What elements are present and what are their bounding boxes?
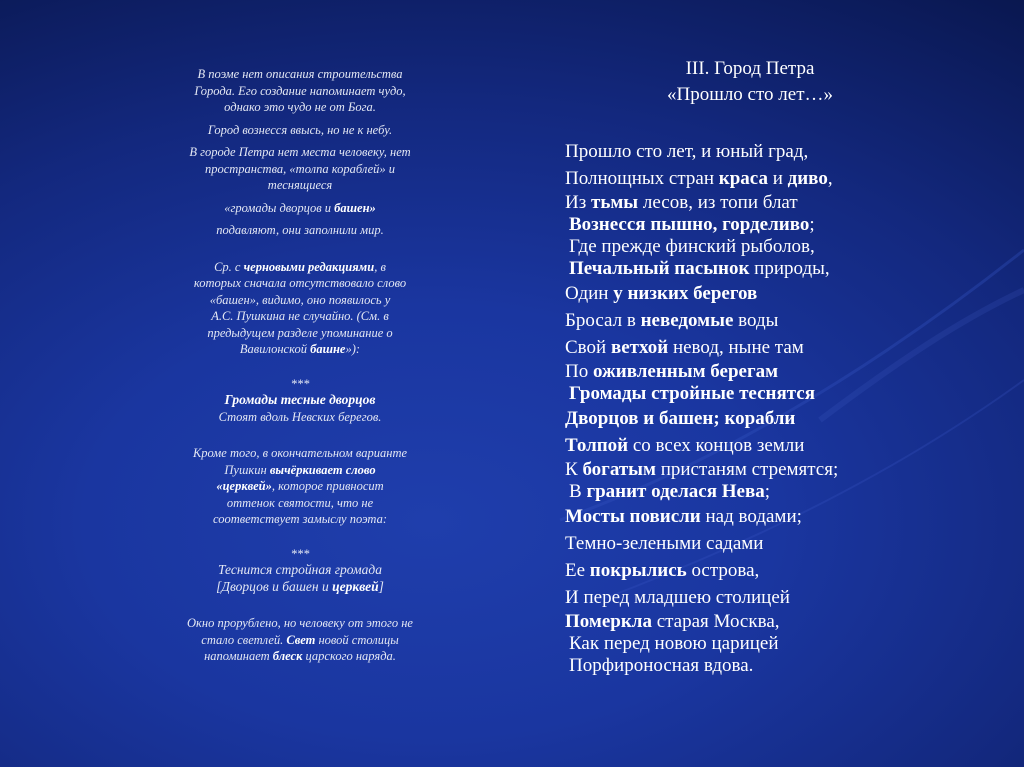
poem-text-span: К	[565, 459, 583, 480]
commentary-line: теснящиеся	[267, 178, 333, 192]
poem-line	[565, 258, 1005, 280]
commentary-line: Окно прорублено, но человеку от этого не	[187, 616, 413, 630]
commentary-line: Города. Его создание напоминает чудо,	[194, 83, 406, 98]
emphasis-text: башен»	[334, 200, 376, 215]
poem-text-span: природы,	[749, 258, 830, 279]
poem-emphasis: Громады стройные теснятся	[569, 383, 816, 404]
commentary-line: В городе Петра нет места человеку, нет	[189, 145, 411, 159]
commentary-column	[150, 66, 450, 665]
emphasis-text: церквей	[332, 578, 379, 594]
poem-text	[565, 138, 1005, 677]
poem-line: Темно-зелеными садами	[565, 533, 764, 554]
emphasis-text: блеск	[272, 649, 303, 663]
poem-emphasis: оживленным берегам	[592, 361, 779, 382]
quote-line: Теснится стройная громада	[218, 562, 382, 577]
poem-text-span: Из	[565, 192, 591, 213]
poem-text-span: и	[767, 168, 788, 189]
poem-text-span: над водами;	[700, 506, 802, 527]
commentary-text: , которое привносит	[271, 479, 384, 493]
commentary-text: ]	[378, 578, 384, 594]
poem-emphasis: Померкла	[565, 611, 652, 632]
poem-text-span: В	[569, 481, 587, 502]
poem-line	[565, 405, 1005, 432]
title-line: III. Город Петра	[685, 58, 815, 79]
commentary-text: напоминает	[204, 649, 273, 663]
poem-text-span: пристаням стремятся;	[655, 459, 839, 480]
section-divider: ***	[290, 376, 310, 391]
poem-line	[565, 192, 1005, 214]
commentary-line	[150, 462, 450, 479]
poem-text-span: ,	[827, 168, 833, 189]
commentary-text: »):	[345, 342, 361, 356]
poem-line	[565, 481, 1005, 503]
poem-line: Где прежде финский рыболов,	[569, 236, 815, 257]
section-divider: ***	[290, 546, 310, 561]
commentary-line	[150, 632, 450, 649]
commentary-line	[150, 648, 450, 665]
emphasis-text: Громады тесные дворцов	[224, 392, 376, 407]
commentary-line: Город вознесся ввысь, но не к небу.	[207, 122, 393, 137]
poem-text-span: острова,	[686, 560, 760, 581]
commentary-text: , в	[374, 259, 386, 274]
poem-text-span: воды	[733, 310, 779, 331]
poem-line	[565, 383, 1005, 405]
poem-line	[565, 214, 1005, 236]
poem-emphasis: неведомые	[640, 310, 734, 331]
emphasis-text: башне	[310, 342, 346, 356]
emphasis-text: вычёркивает слово	[269, 462, 376, 477]
poem-text-span: со всех концов земли	[628, 435, 805, 456]
poem-emphasis: диво	[787, 168, 828, 189]
poem-line: Прошло сто лет, и юный град,	[565, 141, 809, 162]
poem-text-span: лесов, из топи блат	[638, 192, 798, 213]
poem-line: Порфироносная вдова.	[569, 655, 754, 676]
poem-text-span: ;	[764, 481, 770, 502]
poem-line	[565, 611, 1005, 633]
commentary-line: Кроме того, в окончательном варианте	[192, 446, 408, 460]
poem-text-span: Бросал в	[565, 310, 641, 331]
poem-line	[565, 165, 1005, 192]
commentary-line	[150, 259, 450, 276]
commentary-line	[150, 341, 450, 358]
poem-emphasis: богатым	[582, 459, 656, 480]
poem-line	[565, 557, 1005, 584]
commentary-text: Вавилонской	[239, 342, 311, 356]
poem-text-span: старая Москва,	[651, 611, 780, 632]
poem-line	[565, 503, 1005, 530]
emphasis-text: «церквей»	[216, 479, 272, 493]
commentary-line: которых сначала отсутствовало слово	[193, 276, 407, 290]
commentary-text: [Дворцов и башен и	[216, 578, 333, 594]
poem-emphasis: Дворцов и башен; корабли	[565, 408, 796, 429]
title-subtitle: «Прошло сто лет…»	[666, 84, 834, 105]
poem-line	[565, 334, 1005, 361]
commentary-line: предыдущем разделе упоминание о	[207, 325, 393, 340]
poem-text-span: ;	[809, 214, 815, 235]
poem-emphasis: Печальный пасынок	[569, 258, 750, 279]
emphasis-text: Свет	[286, 632, 316, 647]
commentary-text: Пушкин	[224, 462, 270, 477]
poem-emphasis: покрылись	[589, 560, 687, 581]
poem-emphasis: тьмы	[590, 192, 639, 213]
poem-emphasis: Толпой	[565, 435, 629, 456]
emphasis-text: черновыми редакциями	[243, 259, 375, 274]
poem-line	[565, 432, 1005, 459]
poem-text-span: Полнощных стран	[565, 168, 719, 189]
poem-line	[565, 361, 1005, 383]
commentary-line: В поэме нет описания строительства	[197, 67, 403, 81]
quote-line	[150, 392, 450, 409]
commentary-line: «башен», видимо, оно появилось у	[209, 292, 391, 307]
commentary-line	[150, 478, 450, 495]
commentary-line: пространства, «толпа кораблей» и	[204, 161, 395, 176]
commentary-text: стало светлей.	[201, 632, 287, 647]
quote-line	[150, 579, 450, 596]
poem-line	[565, 280, 1005, 307]
poem-emphasis: у низких берегов	[613, 283, 758, 304]
poem-emphasis: ветхой	[610, 337, 669, 358]
commentary-line	[150, 200, 450, 217]
poem-emphasis: Вознесся пышно, горделиво	[569, 214, 810, 235]
commentary-text: новой столицы	[315, 632, 399, 647]
commentary-line: А.С. Пушкина не случайно. (См. в	[211, 309, 389, 323]
poem-text-span: Один	[565, 283, 614, 304]
poem-text-span: Ее	[565, 560, 590, 581]
quote-line: Стоят вдоль Невских берегов.	[218, 409, 382, 424]
poem-emphasis: гранит оделася Нева	[586, 481, 765, 502]
poem-text-span: Свой	[565, 337, 611, 358]
poem-line: И перед младшею столицей	[565, 587, 790, 608]
poem-line	[565, 307, 1005, 334]
commentary-line: оттенок святости, что не	[226, 495, 374, 510]
commentary-line: однако это чудо не от Бога.	[224, 100, 376, 114]
commentary-line: подавляют, они заполнили мир.	[216, 223, 384, 237]
poem-line	[565, 459, 1005, 481]
poem-text-span: По	[565, 361, 593, 382]
poem-text-span: невод, ныне там	[668, 337, 804, 358]
commentary-text: царского наряда.	[302, 649, 396, 663]
poem-emphasis: Мосты повисли	[565, 506, 701, 527]
commentary-text: Ср. с	[214, 259, 244, 274]
poem-line: Как перед новою царицей	[569, 633, 779, 654]
poem-emphasis: краса	[718, 168, 768, 189]
slide-title	[565, 56, 935, 108]
commentary-text: «громады дворцов и	[224, 200, 335, 215]
commentary-line: соответствует замыслу поэта:	[212, 512, 388, 526]
